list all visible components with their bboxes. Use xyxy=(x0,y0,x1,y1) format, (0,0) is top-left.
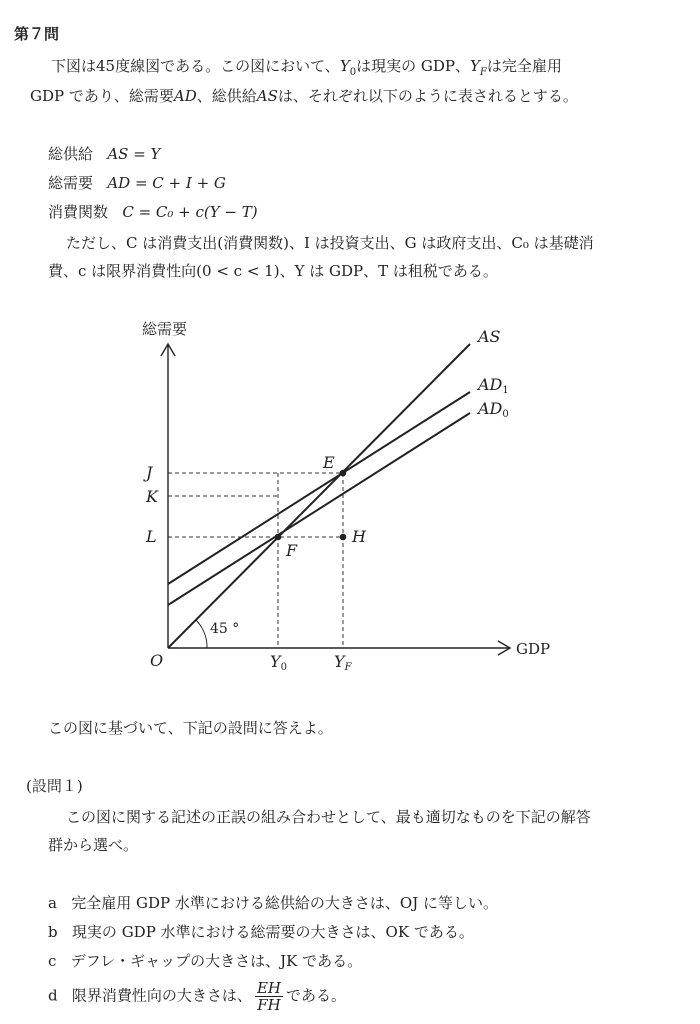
point-h xyxy=(340,534,347,541)
problem-title: 第７問 xyxy=(14,25,60,43)
label-l: L xyxy=(146,527,157,546)
question-1-line-2: 群から選べ。 xyxy=(48,836,139,854)
intro-line-2: GDP であり、総需要AD、総供給ASは、それぞれ以下のように表されるとする。 xyxy=(30,87,578,105)
equation-demand: 総需要 AD = C + I + G xyxy=(48,174,226,192)
label-h: H xyxy=(352,527,366,546)
label-ad0: AD0 xyxy=(478,399,509,420)
forty-five-degree-diagram xyxy=(0,300,700,720)
label-e: E xyxy=(323,453,335,472)
item-b: b 現実の GDP 水準における総需要の大きさは、OK である。 xyxy=(48,923,474,941)
item-c: c デフレ・ギャップの大きさは、JK である。 xyxy=(48,952,363,970)
label-ad1: AD1 xyxy=(478,375,509,396)
x-axis-label: GDP xyxy=(516,640,551,658)
y-axis-label: 総需要 xyxy=(142,320,188,338)
instruction-text: この図に基づいて、下記の設問に答えよ。 xyxy=(48,719,333,737)
note-line-1: ただし、C は消費支出(消費関数)、I は投資支出、G は政府支出、C₀ は基礎消 xyxy=(66,234,594,252)
intro-line-1: 下図は45度線図である。この図において、$Y_0$は現実の GDP、$Y_F$は完全雇用 xyxy=(51,57,562,78)
point-e xyxy=(340,470,347,477)
tick-yf: YF xyxy=(334,652,352,673)
label-f: F xyxy=(286,541,298,560)
line-ad0 xyxy=(168,413,470,605)
item-d: d 限界消費性向の大きさは、 $\frac{EH}{FH}$ である。 xyxy=(48,979,346,1014)
label-j: J xyxy=(146,463,153,482)
line-ad1 xyxy=(168,392,470,584)
equation-supply: 総供給 AS = Y xyxy=(48,145,161,163)
fraction-eh-fh: $\frac{EH}{FH}$ xyxy=(256,979,281,1014)
equation-consumption: 消費関数 C = C₀ + c(Y − T) xyxy=(48,203,258,221)
item-a: a 完全雇用 GDP 水準における総供給の大きさは、OJ に等しい。 xyxy=(48,894,498,912)
question-1-line-1: この図に関する記述の正誤の組み合わせとして、最も適切なものを下記の解答 xyxy=(66,808,591,826)
tick-y0: Y0 xyxy=(270,652,287,673)
angle-label: 45 ° xyxy=(210,621,240,637)
label-as: AS xyxy=(478,327,501,346)
note-line-2: 費、c は限界消費性向(0 < c < 1)、Y は GDP、T は租税である。 xyxy=(48,262,498,280)
angle-arc xyxy=(196,620,207,648)
origin-label: O xyxy=(150,651,164,670)
question-1-label: (設問１) xyxy=(26,777,83,795)
point-f xyxy=(275,534,282,541)
label-k: K xyxy=(146,487,158,506)
